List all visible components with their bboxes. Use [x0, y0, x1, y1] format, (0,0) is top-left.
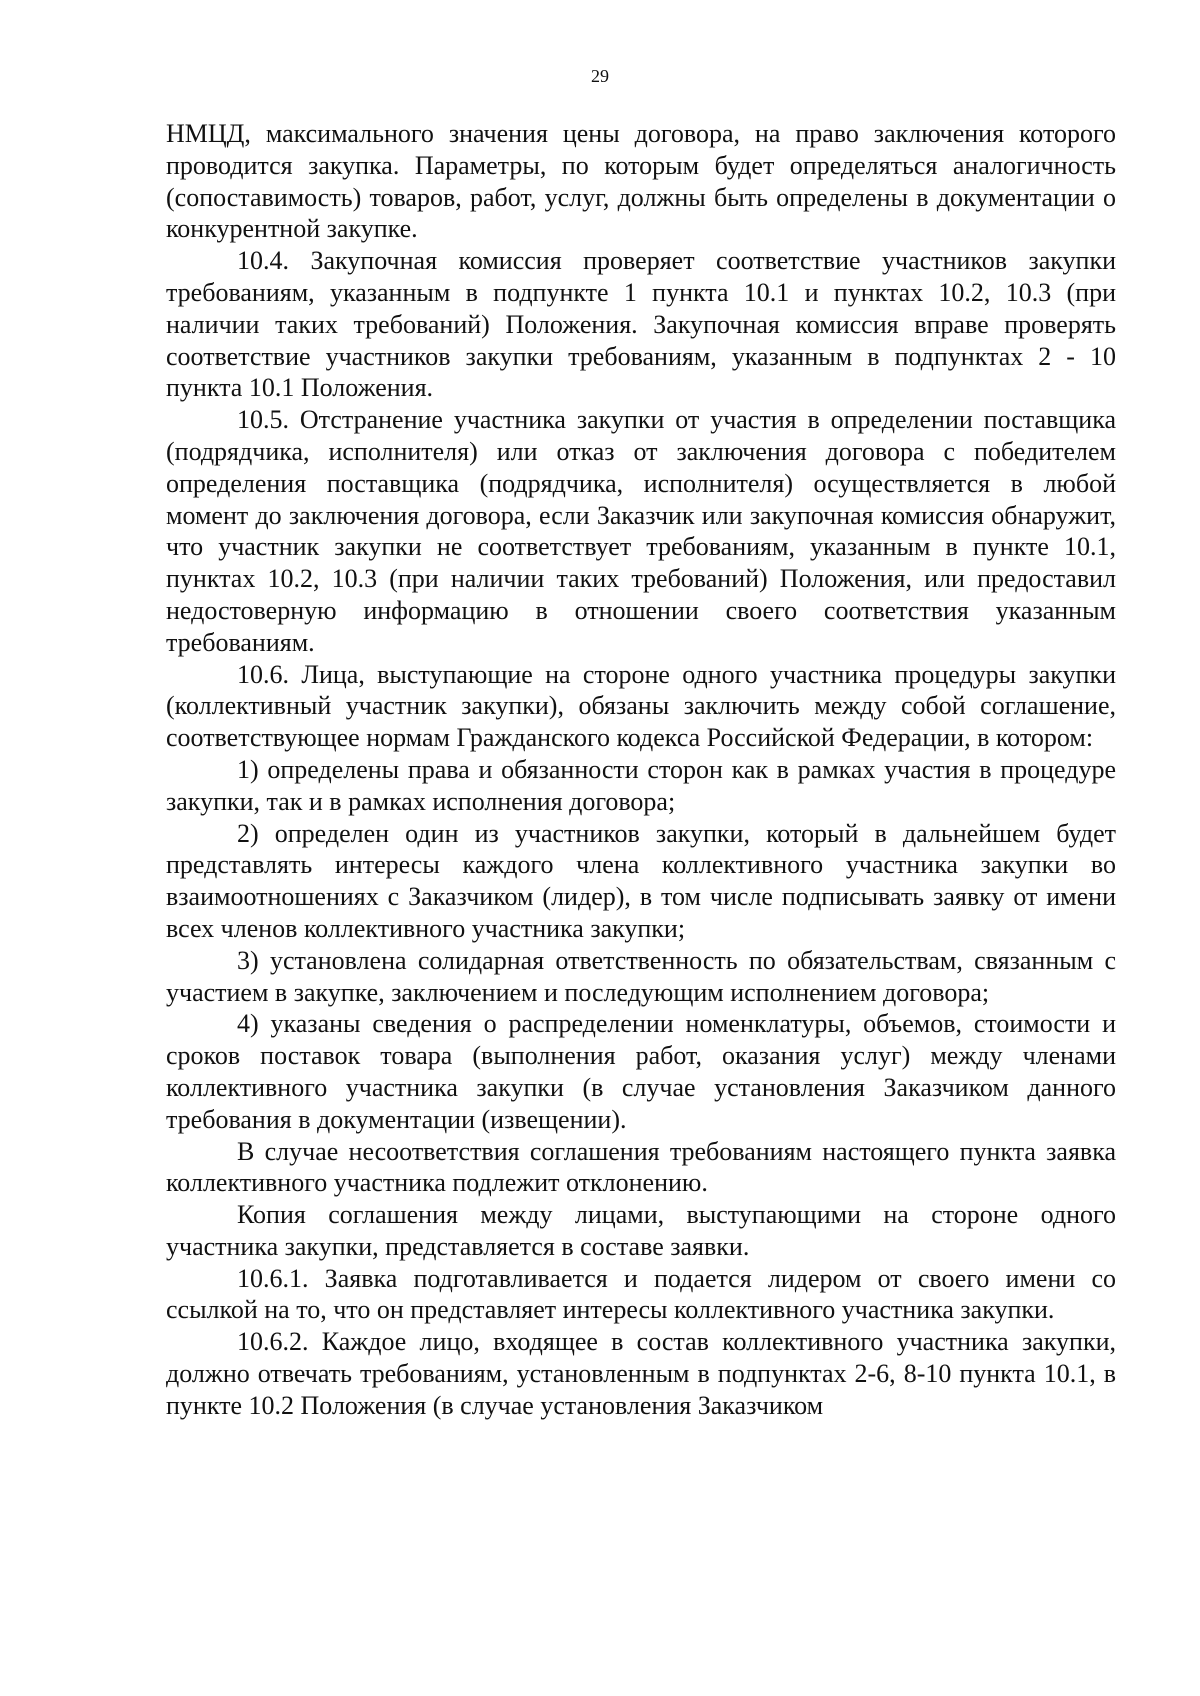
paragraph-agreement-copy: Копия соглашения между лицами, выступающими на стороне одного участника закупки, представляется в составе заявки.	[166, 1200, 1116, 1261]
list-item-3: 3) установлена солидарная ответственность по обязательствам, связанным с участием в закупке, заключением и последующим исполнением договора;	[166, 945, 1116, 1007]
page-number: 29	[591, 66, 609, 86]
list-item-2: 2) определен один из участников закупки, который в дальнейшем будет представлять интересы каждого члена коллективного участника закупки во взаимоотношениях с Заказчиком (лидер), в том числе подписывать заявку от имени всех членов коллективного участника закупки;	[166, 818, 1116, 943]
document-body	[166, 118, 1116, 1422]
paragraph-10-6-2: 10.6.2. Каждое лицо, входящее в состав коллективного участника закупки, должно отвечать требованиям, установленным в подпунктах 2-6, 8-10 пункта 10.1, в пункте 10.2 Положения (в случае установления Заказчиком	[166, 1327, 1116, 1420]
paragraph-10-5: 10.5. Отстранение участника закупки от участия в определении поставщика (подрядчика, исполнителя) или отказ от заключения договора с победителем определения поставщика (подрядчика, исполнителя) осуществляется в любой момент до заключения договора, если Заказчик или закупочная комиссия обнаружит, что участник закупки не соответствует требованиям, указанным в пункте 10.1, пунктах 10.2, 10.3 (при наличии таких требований) Положения, или предоставил недостоверную информацию в отношении своего соответствия указанным требованиям.	[166, 405, 1116, 657]
list-item-1: 1) определены права и обязанности сторон как в рамках участия в процедуре закупки, так и в рамках исполнения договора;	[166, 754, 1116, 816]
paragraph-rejection: В случае несоответствия соглашения требованиям настоящего пункта заявка коллективного участника подлежит отклонению.	[166, 1136, 1116, 1198]
list-item-4: 4) указаны сведения о распределении номенклатуры, объемов, стоимости и сроков поставок товара (выполнения работ, оказания услуг) между членами коллективного участника закупки (в случае установления Заказчиком данного требования в документации (извещении).	[166, 1009, 1116, 1134]
paragraph-10-6-1: 10.6.1. Заявка подготавливается и подается лидером от своего имени со ссылкой на то, что он представляет интересы коллективного участника закупки.	[166, 1263, 1116, 1325]
paragraph-10-4: 10.4. Закупочная комиссия проверяет соответствие участников закупки требованиям, указанным в подпункте 1 пункта 10.1 и пунктах 10.2, 10.3 (при наличии таких требований) Положения. Закупочная комиссия вправе проверять соответствие участников закупки требованиям, указанным в подпунктах 2 - 10 пункта 10.1 Положения.	[166, 246, 1116, 403]
paragraph-10-6: 10.6. Лица, выступающие на стороне одного участника процедуры закупки (коллективный участник закупки), обязаны заключить между собой соглашение, соответствующее нормам Гражданского кодекса Российской Федерации, в котором:	[166, 659, 1116, 753]
paragraph-nmcd-continuation: НМЦД, максимального значения цены договора, на право заключения которого проводится закупка. Параметры, по которым будет определяться аналогичность (сопоставимость) товаров, работ, услуг, должны быть определены в документации о конкурентной закупке.	[166, 119, 1116, 244]
